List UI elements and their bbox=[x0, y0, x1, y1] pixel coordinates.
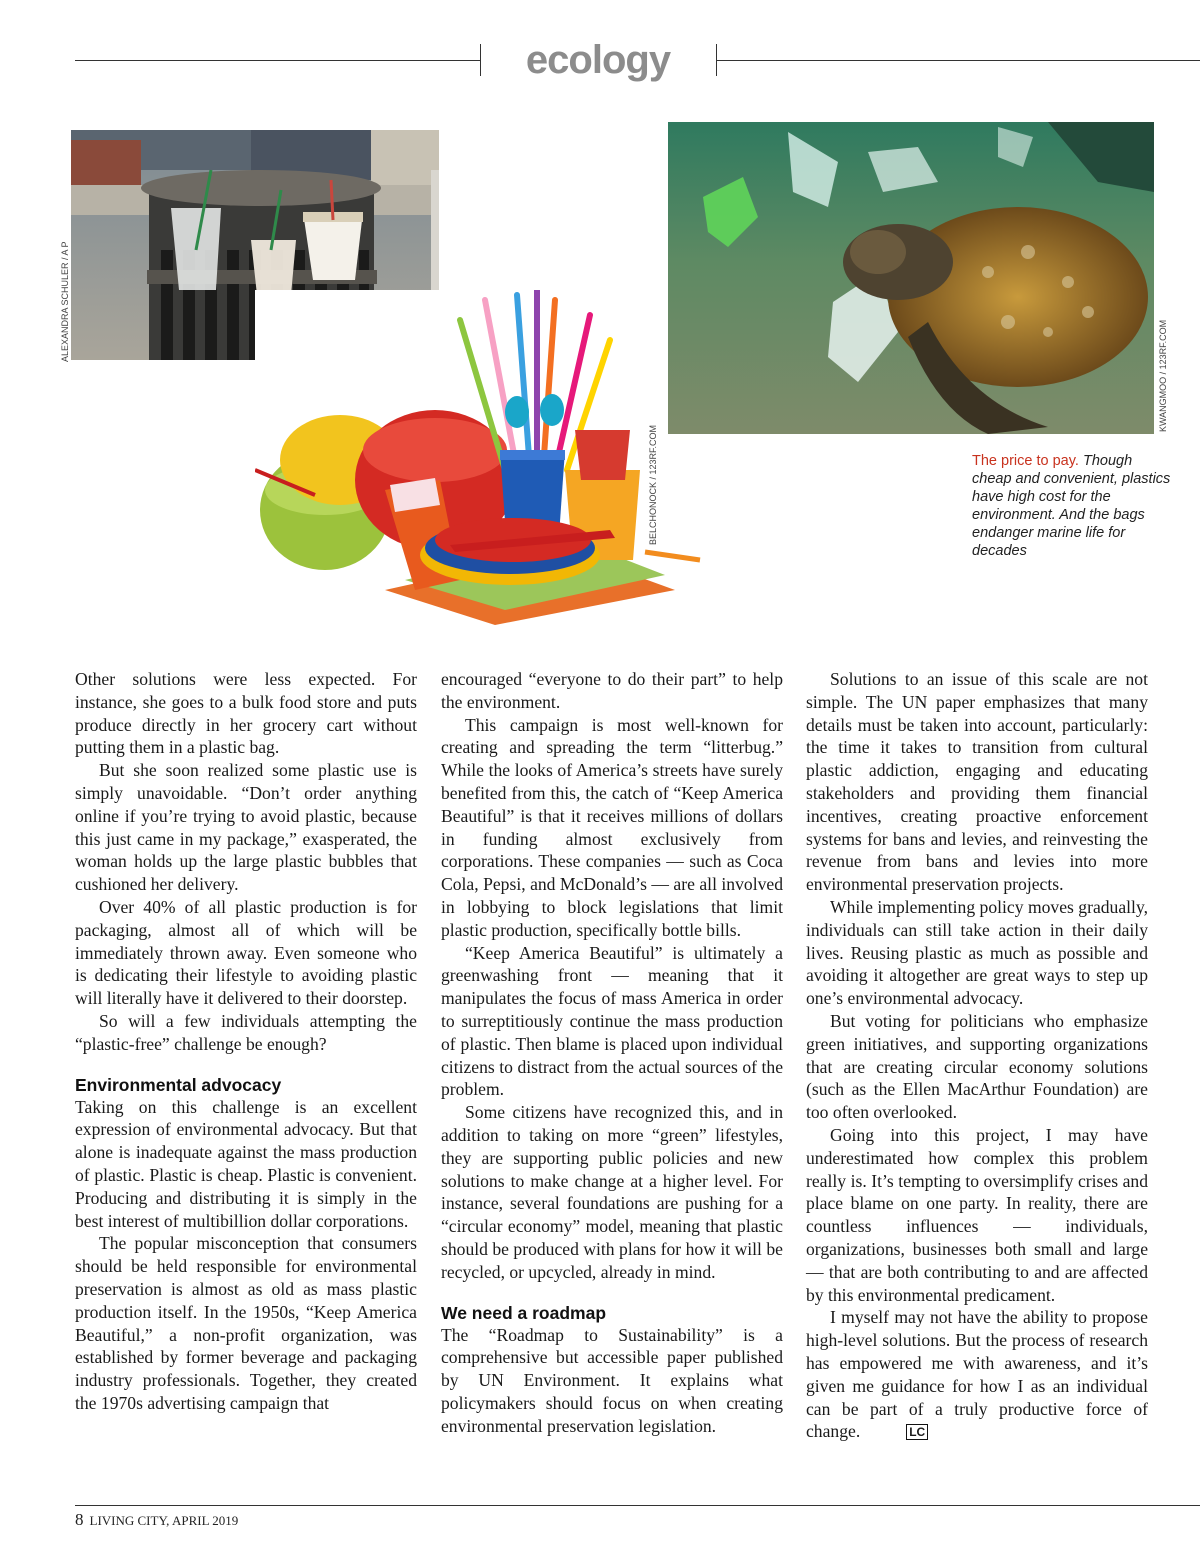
end-mark-logo: LC bbox=[906, 1424, 928, 1440]
publication-name: LIVING CITY, APRIL 2019 bbox=[89, 1513, 239, 1528]
paragraph: Solutions to an issue of this scale are not simple. The UN paper emphasizes that many details must be taken into account, particularly: the time it takes to transition from cultural plastic addiction, engaging and educating stakeholders and providing them financial incentives, creating proactive enforcement systems for bans and levies, and reinvesting the revenue from bans and levies into more environmental preservation projects. bbox=[806, 669, 1148, 895]
trash-can-photo-credit: ALEXANDRA SCHULER / A P bbox=[60, 241, 70, 362]
paragraph: While implementing policy moves gradually, individuals can still take action in their daily lives. Reusing plastic as much as possible and avoiding it altogether are great ways to step up one’s environmental advocacy. bbox=[806, 896, 1148, 1009]
paragraph: Going into this project, I may have underestimated how complex this problem really is. It’s tempting to oversimplify crises and place blame on one party. In reality, there are countless influences — individuals, organizations, businesses both small and large — that are both contributing to and are affected by this environmental predicament. bbox=[806, 1124, 1148, 1305]
section-title: ecology bbox=[525, 38, 671, 82]
header-rule-left bbox=[75, 60, 480, 61]
text-column-1 bbox=[75, 668, 417, 1415]
paragraph: The “Roadmap to Sustainability” is a comprehensive but accessible paper published by UN Environment. It explains what policymakers should focus on when creating environmental preservation legislation. bbox=[441, 1324, 783, 1436]
paragraph: But she soon realized some plastic use is simply unavoidable. “Don’t order anything online if you’re trying to avoid plastic, because this just came in my package,” exasperated, the woman holds up the large plastic bubbles that cushioned her delivery. bbox=[75, 760, 417, 895]
subheading-we-need-a-roadmap: We need a roadmap bbox=[441, 1302, 607, 1323]
paragraph: Some citizens have recognized this, and in addition to taking on more “green” lifestyles, they are supporting public policies and new solutions to make change at a higher level. For instance, several foundations are pushing for a “circular economy” model, meaning that plastic should be produced with plans for how it will be recycled, or upcycled, already in mind. bbox=[441, 1102, 783, 1282]
tableware-photo bbox=[255, 290, 705, 630]
caption-text: Though cheap and convenient, plastics have high cost for the environment. And the bags endanger marine life for decades bbox=[972, 453, 1171, 559]
paragraph: “Keep America Beautiful” is ultimately a greenwashing front — meaning that it manipulates the focus of mass America in order to surreptitiously continue the mass production of plastic. Then blame is placed upon individual citizens to distract from the actual sources of the problem. bbox=[441, 942, 783, 1100]
caption-lead: The price to pay. bbox=[972, 453, 1079, 469]
paragraph: Over 40% of all plastic production is for packaging, almost all of which will be immediately thrown away. Even someone who is dedicating their lifestyle to avoiding plastic will literally have it delivered to their doorstep. bbox=[75, 896, 417, 1009]
paragraph: Taking on this challenge is an excellent expression of environmental advocacy. But that alone is inadequate against the mass production of plastic. Plastic is cheap. Plastic is convenient. Producing and distributing it is simply in the best interest of multibillion dollar corporations. bbox=[75, 1096, 417, 1231]
paragraph: This campaign is most well-known for creating and spreading the term “litterbug.” While the looks of America’s streets have surely benefited from this, the catch of “Keep America Beautiful” is that it receives millions of dollars in funding almost exclusively from corporations. These companies — such as Coca Cola, Pepsi, and McDonald’s — are all involved in lobbying to block legislations that limit plastic production, specifically bottle bills. bbox=[441, 714, 783, 940]
paragraph: So will a few individuals attempting the “plastic-free” challenge be enough? bbox=[75, 1010, 417, 1054]
paragraph-final bbox=[806, 1306, 1148, 1443]
text-column-2 bbox=[441, 668, 783, 1438]
footer-rule bbox=[75, 1505, 1200, 1506]
turtle-photo bbox=[668, 122, 1154, 434]
turtle-photo-credit: KWANGMOO / 123RF.COM bbox=[1158, 319, 1168, 432]
paragraph: encouraged “everyone to do their part” to help the environment. bbox=[441, 669, 783, 712]
header-rule-right bbox=[716, 60, 1200, 61]
page-folio bbox=[75, 1512, 238, 1529]
paragraph-final-text: I myself may not have the ability to propose high-level solutions. But the process of research has empowered me with awareness, and it’s given me guidance for how I as an individual can be part of a truly productive force of change. bbox=[806, 1307, 1148, 1442]
subheading-environmental-advocacy: Environmental advocacy bbox=[75, 1074, 282, 1095]
paragraph: The popular misconception that consumers should be held responsible for environmental preservation is almost as old as mass plastic production itself. In the 1950s, “Keep America Beautiful,” a non-profit organization, was established by former beverage and packaging industry professionals. Together, they created the 1970s advertising campaign that bbox=[75, 1233, 417, 1413]
tableware-photo-credit: BELCHONOCK / 123RF.COM bbox=[648, 424, 658, 545]
page-number: 8 bbox=[75, 1510, 84, 1529]
paragraph: But voting for politicians who emphasize green initiatives, and supporting organizations that are creating circular economy solutions (such as the Ellen MacArthur Foundation) are too often overlooked. bbox=[806, 1010, 1148, 1123]
paragraph: Other solutions were less expected. For instance, she goes to a bulk food store and puts produce directly in her grocery cart without putting them in a plastic bag. bbox=[75, 669, 417, 758]
photo-caption bbox=[972, 452, 1172, 560]
text-column-3 bbox=[806, 668, 1148, 1443]
